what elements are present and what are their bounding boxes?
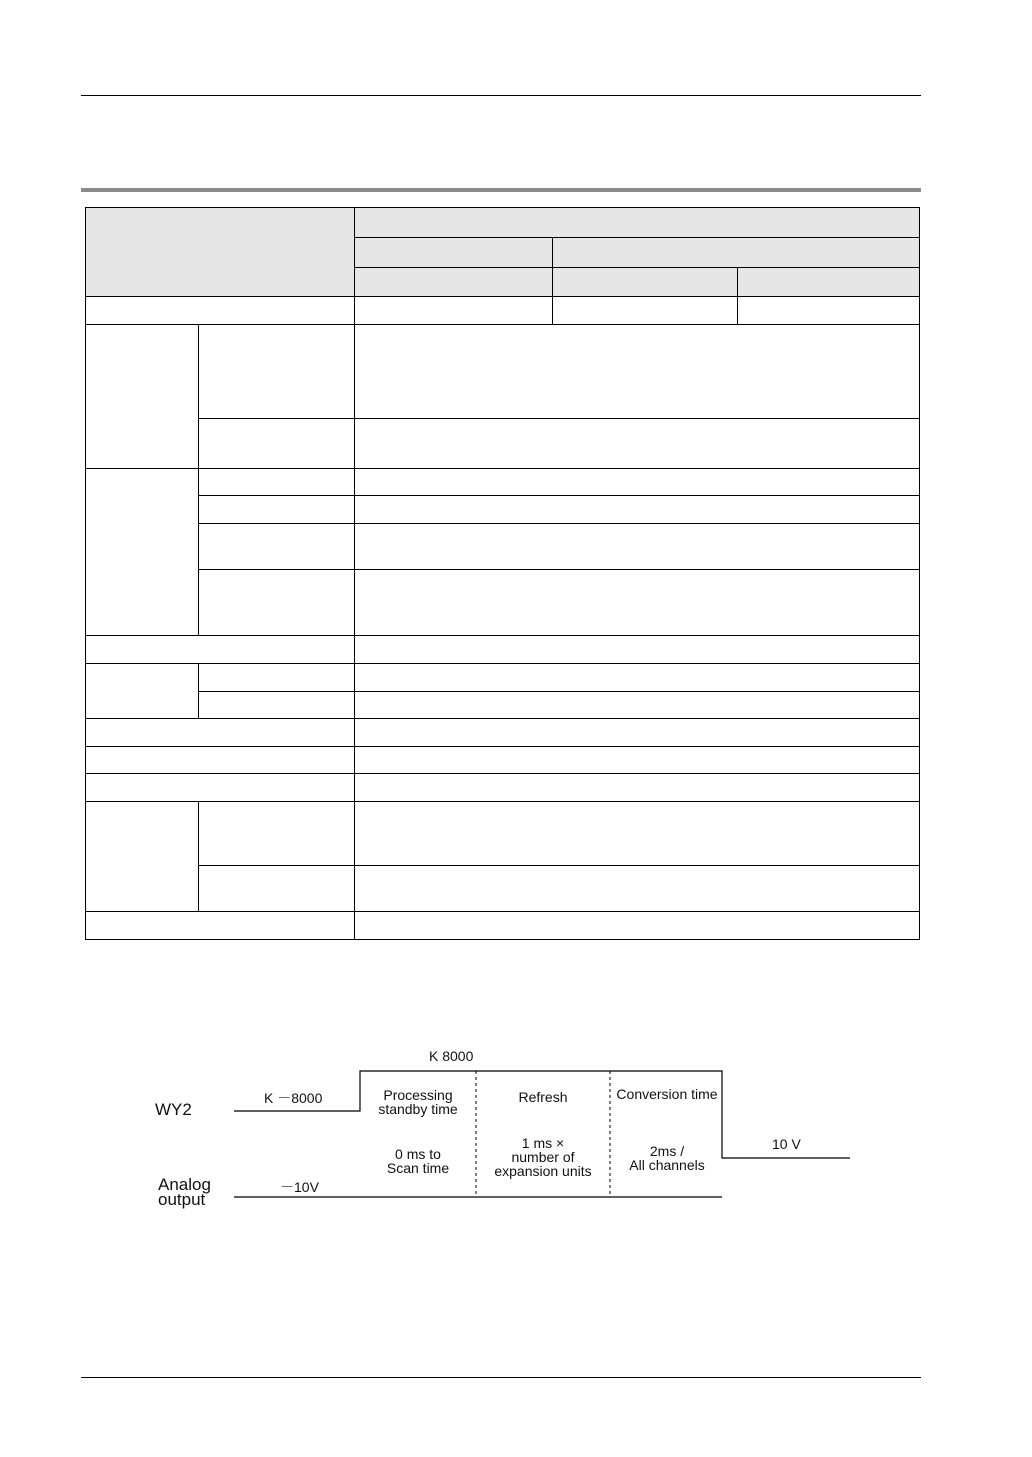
- table-cell: [86, 719, 355, 747]
- table-row: [86, 774, 920, 802]
- table-cell: [199, 325, 355, 419]
- table-cell: [199, 802, 355, 866]
- table-cell: [355, 774, 920, 802]
- table-cell: [355, 570, 920, 636]
- table-row: [86, 912, 920, 940]
- table-header-cell: [553, 238, 920, 268]
- phase-2-detail-line2: number of: [511, 1149, 575, 1165]
- table-row: [86, 325, 920, 419]
- table-header-cell: [355, 238, 553, 268]
- table-header-cell: [86, 208, 355, 297]
- phase-3-title-line1: Conversion time: [616, 1086, 718, 1102]
- table-row: [86, 866, 920, 912]
- table-cell: [86, 325, 199, 469]
- analog-final-value: 10 V: [772, 1136, 801, 1152]
- table-cell: [199, 866, 355, 912]
- analog-output-label-line1: Analog: [158, 1175, 211, 1194]
- table-row: [86, 664, 920, 692]
- table-row: [86, 802, 920, 866]
- table-cell: [355, 664, 920, 692]
- table-row: [86, 469, 920, 496]
- table-cell: [355, 912, 920, 940]
- phase-1-detail-line1: 0 ms to: [395, 1146, 441, 1162]
- table-row: [86, 419, 920, 469]
- table-cell: [86, 297, 355, 325]
- table-row: [86, 719, 920, 747]
- table-header-cell: [738, 268, 920, 297]
- phase-2-title-line1: Refresh: [518, 1089, 568, 1105]
- table-row: [86, 496, 920, 524]
- phase-1-detail-line2: Scan time: [386, 1160, 450, 1176]
- table-cell: [738, 297, 920, 325]
- wy2-initial-value: K －8000: [264, 1090, 323, 1106]
- table-cell: [355, 866, 920, 912]
- k8000-label: K 8000: [429, 1048, 474, 1064]
- table-row: [86, 524, 920, 570]
- analog-output-label-line2: output: [158, 1190, 206, 1209]
- table-cell: [199, 469, 355, 496]
- phase-1-title-line1: Processing: [383, 1087, 453, 1103]
- table-cell: [355, 419, 920, 469]
- table-cell: [199, 570, 355, 636]
- table-header-cell: [355, 268, 553, 297]
- phase-2-detail-line1: 1 ms ×: [521, 1135, 565, 1151]
- specifications-table: [85, 207, 920, 940]
- table-cell: [199, 419, 355, 469]
- table-cell: [355, 692, 920, 719]
- phase-1-title-line2: standby time: [378, 1101, 458, 1117]
- table-cell: [553, 297, 738, 325]
- table-cell: [355, 469, 920, 496]
- table-cell: [86, 636, 355, 664]
- table-cell: [355, 297, 553, 325]
- wy2-label: WY2: [155, 1100, 192, 1119]
- footer-rule: [81, 1377, 921, 1378]
- table-row: [86, 570, 920, 636]
- phase-3-detail-line1: 2ms /: [649, 1143, 685, 1159]
- phase-3-detail-line2: All channels: [629, 1157, 705, 1173]
- table-row: [86, 636, 920, 664]
- table-cell: [355, 747, 920, 774]
- header-rule: [81, 95, 921, 96]
- table-header-cell: [355, 208, 920, 238]
- table-row: [86, 747, 920, 774]
- table-cell: [199, 496, 355, 524]
- table-cell: [86, 747, 355, 774]
- table-cell: [199, 692, 355, 719]
- table-cell: [355, 802, 920, 866]
- table-cell: [199, 664, 355, 692]
- section-divider: [81, 188, 921, 192]
- table-cell: [86, 802, 199, 912]
- table-cell: [86, 664, 199, 719]
- table-row: [86, 692, 920, 719]
- table-cell: [355, 325, 920, 419]
- analog-output-timing-diagram: [150, 1040, 860, 1220]
- phase-2-detail-line3: expansion units: [494, 1163, 592, 1179]
- table-cell: [355, 719, 920, 747]
- table-cell: [199, 524, 355, 570]
- table-cell: [86, 912, 355, 940]
- table-cell: [355, 636, 920, 664]
- table-cell: [86, 774, 355, 802]
- table-row: [86, 208, 920, 238]
- table-row: [86, 297, 920, 325]
- table-cell: [86, 469, 199, 636]
- table-cell: [355, 496, 920, 524]
- analog-initial-value: －10V: [280, 1179, 319, 1195]
- table-header-cell: [553, 268, 738, 297]
- table-cell: [355, 524, 920, 570]
